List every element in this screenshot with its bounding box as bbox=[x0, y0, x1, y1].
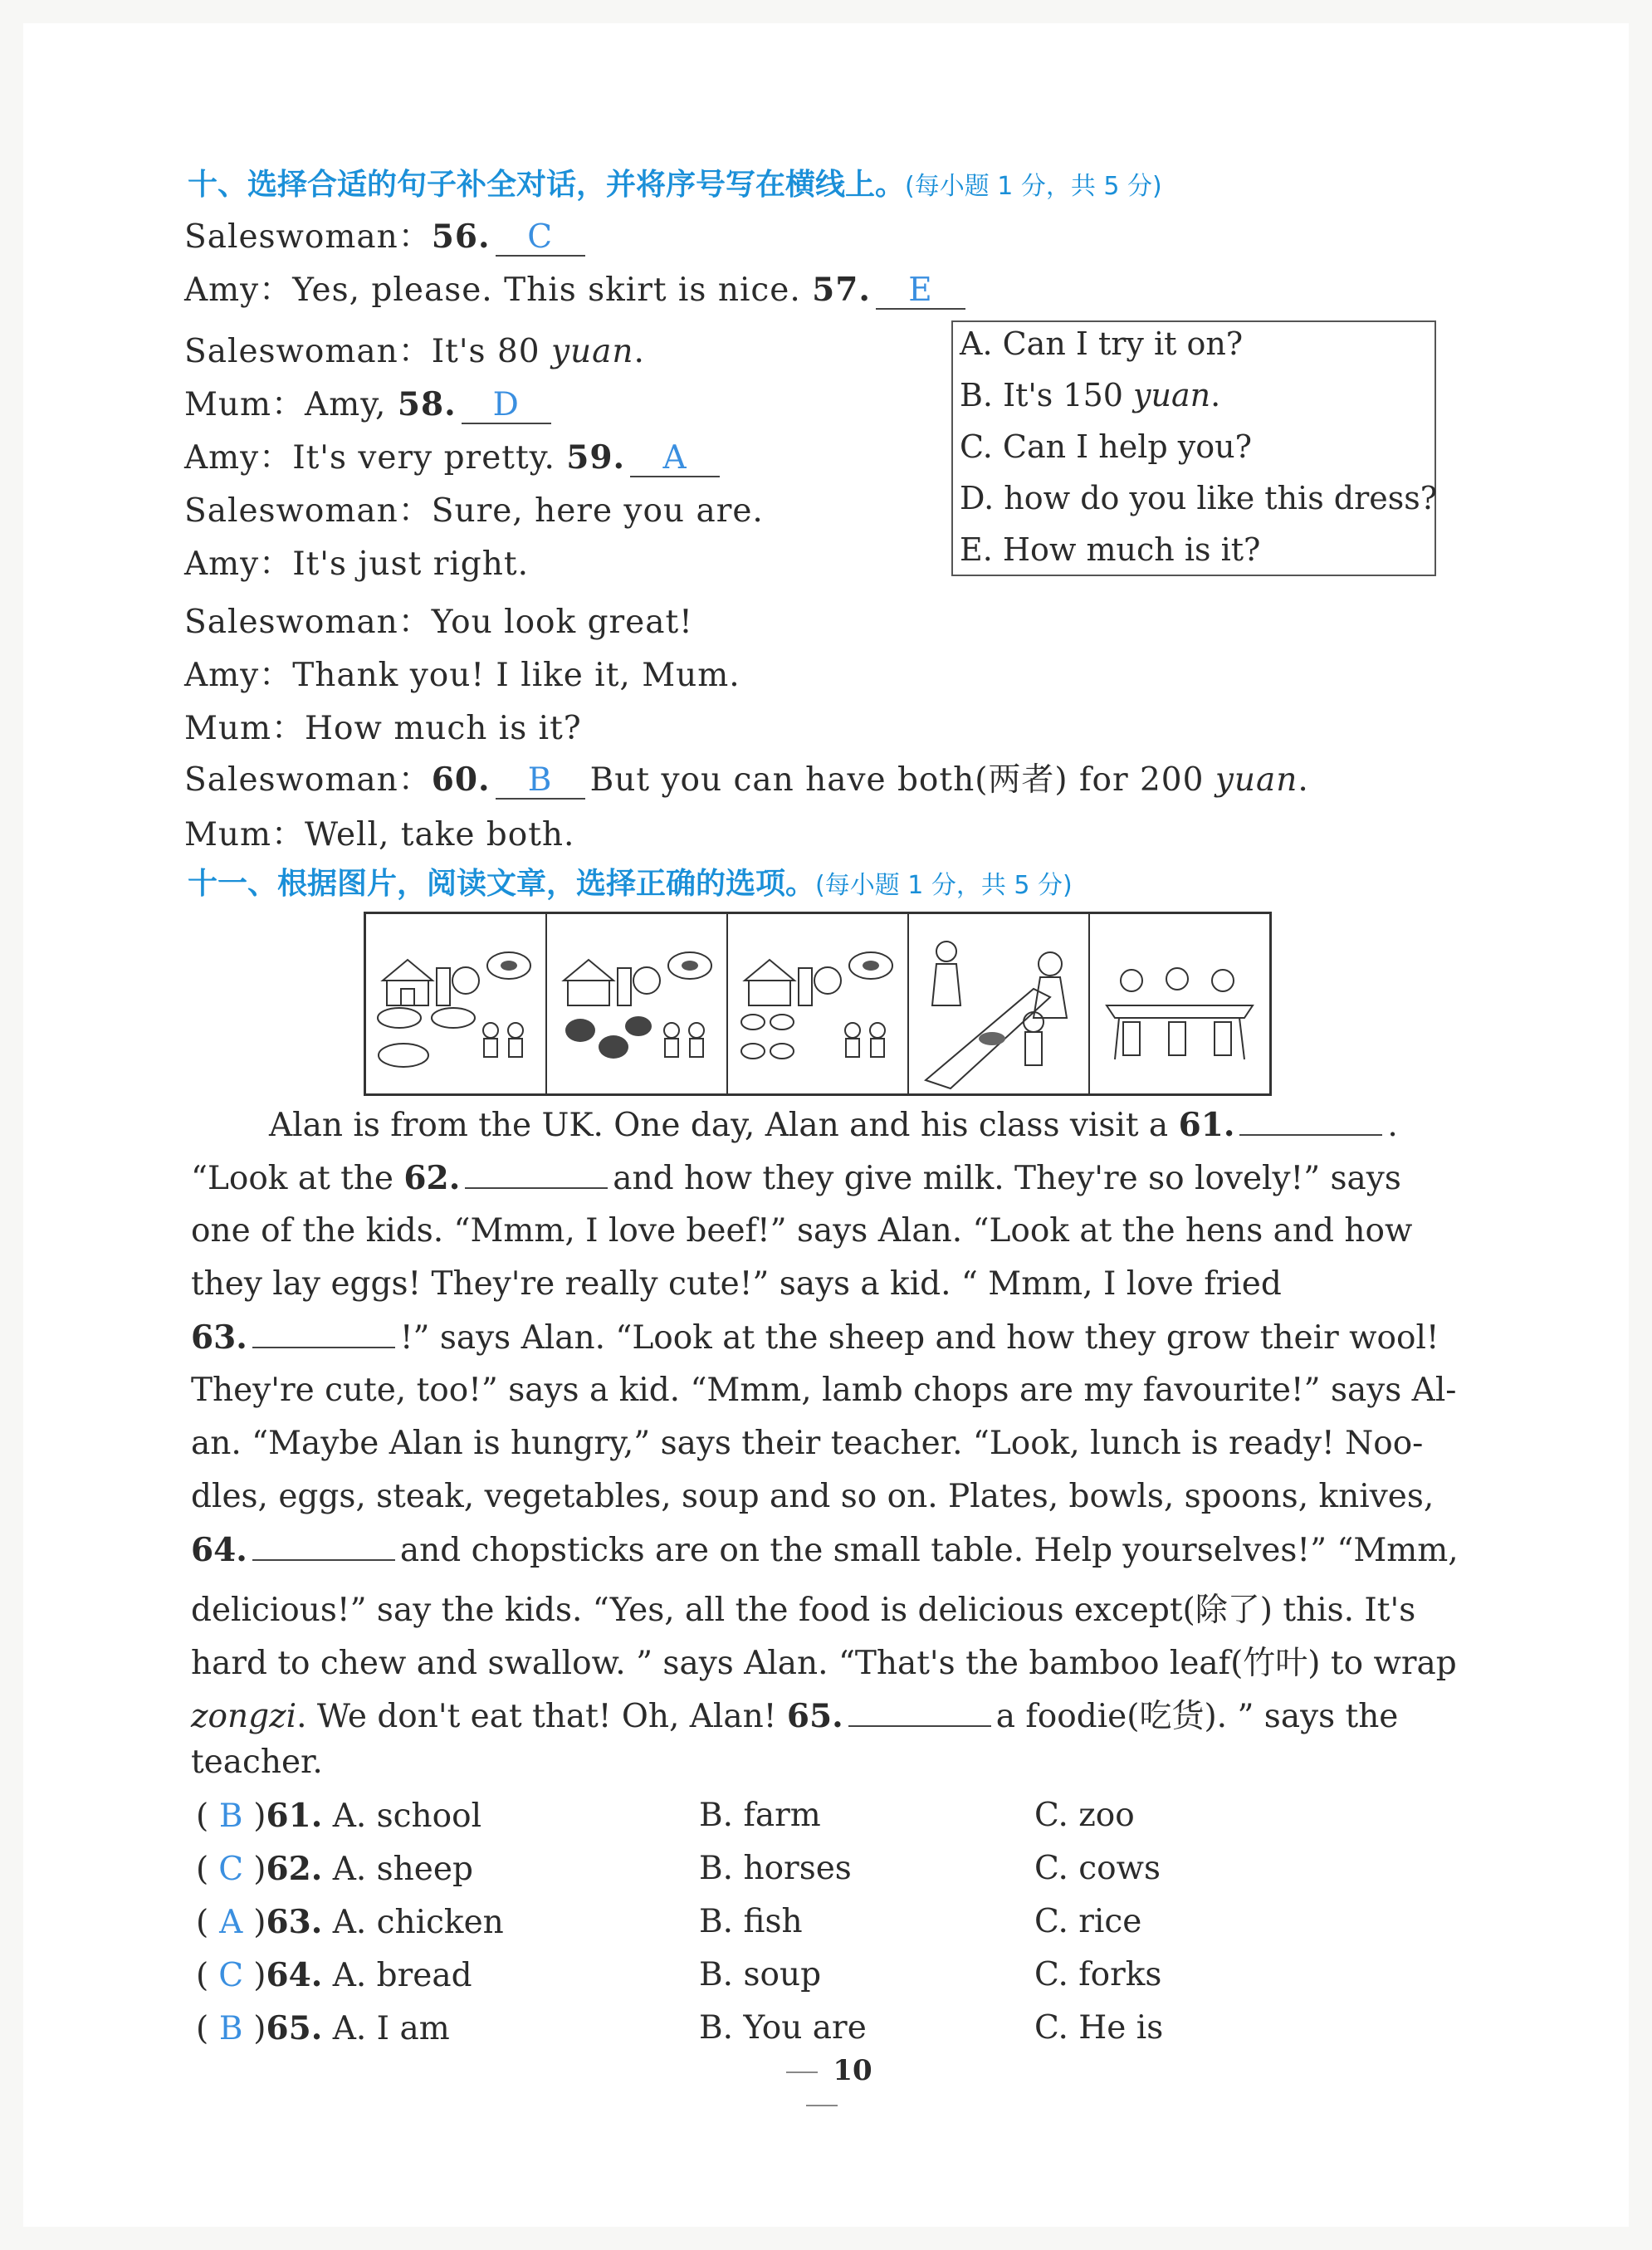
question-number: 59. bbox=[566, 438, 626, 477]
question-number: 64. bbox=[266, 1956, 323, 1994]
answer-slot[interactable]: C bbox=[218, 1851, 244, 1888]
speaker: Amy： bbox=[184, 439, 293, 477]
dialogue-text: Thank you! I like it, Mum. bbox=[292, 657, 740, 694]
page-number-dash bbox=[786, 2071, 818, 2073]
question-number: 58. bbox=[397, 385, 457, 423]
dialogue-line-11 bbox=[184, 754, 1309, 800]
option-b bbox=[960, 377, 1220, 413]
passage-line-10: delicious!” say the kids. “Yes, all the food is delicious except(除了) this. It's bbox=[191, 1592, 1416, 1629]
italic-word: yuan bbox=[1133, 377, 1211, 413]
choice-b-63: B. fish bbox=[699, 1903, 803, 1940]
answer-blank[interactable] bbox=[465, 1159, 608, 1189]
question-number: 62. bbox=[266, 1850, 323, 1888]
answer-blank[interactable]: D bbox=[462, 389, 551, 424]
question-paren: ( bbox=[196, 1957, 209, 1994]
punctuation: . bbox=[1210, 377, 1221, 413]
picture-sheep-farm bbox=[728, 914, 909, 1093]
dialogue-line-8 bbox=[184, 596, 693, 643]
kids-table-drawing bbox=[1090, 914, 1269, 1093]
speaker: Mum： bbox=[184, 710, 305, 747]
passage-line-13: teacher. bbox=[191, 1744, 323, 1781]
passage-line-5 bbox=[191, 1318, 1439, 1357]
question-paren: ) bbox=[253, 1851, 266, 1888]
passage-line-9 bbox=[191, 1531, 1459, 1569]
question-paren: ) bbox=[253, 2010, 266, 2047]
choice-a: A. bread bbox=[332, 1957, 472, 1994]
choice-a: A. school bbox=[332, 1798, 482, 1835]
dialogue-text: How much is it? bbox=[305, 710, 582, 747]
question-row-62 bbox=[196, 1850, 473, 1888]
passage-text: a foodie(吃货). ” says the bbox=[995, 1698, 1399, 1735]
choice-a: A. chicken bbox=[332, 1904, 504, 1941]
dialogue-text: It's very pretty. bbox=[292, 439, 555, 477]
dialogue-line-6 bbox=[184, 485, 764, 531]
passage-line-8: dles, eggs, steak, vegetables, soup and so on. Plates, bowls, spoons, knives, bbox=[191, 1478, 1435, 1515]
answer-slot[interactable]: A bbox=[219, 1904, 243, 1941]
speaker: Mum： bbox=[184, 816, 305, 854]
passage-line-12 bbox=[191, 1690, 1398, 1737]
section-10-title: 十、选择合适的句子补全对话，并将序号写在横线上。 bbox=[188, 168, 906, 202]
dialogue-text: Amy, bbox=[305, 386, 387, 423]
choice-b-61: B. farm bbox=[699, 1797, 821, 1834]
speaker: Amy： bbox=[184, 545, 293, 583]
page-number bbox=[747, 2054, 897, 2120]
italic-word: zongzi bbox=[191, 1698, 297, 1735]
question-number: 56. bbox=[431, 218, 491, 256]
passage-text: and chopsticks are on the small table. Help yourselves!” “Mmm, bbox=[399, 1532, 1459, 1569]
dialogue-text: But you can have both(两者) for 200 bbox=[589, 761, 1215, 799]
answer-blank[interactable]: E bbox=[876, 274, 965, 310]
passage-line-1 bbox=[269, 1106, 1398, 1144]
sheep-farm-drawing bbox=[728, 914, 907, 1093]
hens-farm-drawing bbox=[547, 914, 726, 1093]
choice-c-64: C. forks bbox=[1034, 1956, 1162, 1993]
choice-b-65: B. You are bbox=[699, 2009, 867, 2047]
answer-blank[interactable]: A bbox=[630, 442, 720, 477]
question-row-63 bbox=[196, 1903, 504, 1941]
passage-text: Alan is from the UK. One day, Alan and his class visit a bbox=[269, 1107, 1179, 1144]
picture-kids-table bbox=[1090, 914, 1269, 1093]
option-c: C. Can I help you? bbox=[960, 428, 1252, 465]
section-11-note: (每小题 1 分，共 5 分) bbox=[815, 871, 1073, 900]
question-paren: ) bbox=[253, 1798, 266, 1835]
dialogue-line-2 bbox=[184, 264, 970, 311]
passage-text: and how they give milk. They're so lovely!” says bbox=[613, 1160, 1401, 1197]
dialogue-line-3 bbox=[184, 325, 645, 372]
choice-c-62: C. cows bbox=[1034, 1850, 1161, 1887]
dialogue-line-7 bbox=[184, 538, 529, 585]
answer-blank[interactable] bbox=[252, 1531, 395, 1561]
passage-line-4: they lay eggs! They're really cute!” says a kid. “ Mmm, I love fried bbox=[191, 1265, 1282, 1303]
question-paren: ( bbox=[196, 1798, 209, 1835]
picture-strip bbox=[364, 912, 1272, 1096]
answer-blank[interactable] bbox=[848, 1697, 991, 1727]
answer-blank[interactable] bbox=[252, 1318, 395, 1348]
punctuation: . bbox=[633, 333, 645, 370]
dialogue-text: Well, take both. bbox=[305, 816, 575, 854]
speaker: Mum： bbox=[184, 386, 305, 423]
dialogue-text: Yes, please. This skirt is nice. bbox=[292, 271, 801, 309]
punctuation: . bbox=[1298, 761, 1309, 799]
section-10-note: (每小题 1 分，共 5 分) bbox=[905, 172, 1162, 201]
choice-c-65: C. He is bbox=[1034, 2009, 1164, 2047]
option-d: D. how do you like this dress? bbox=[960, 480, 1438, 516]
dialogue-line-1 bbox=[184, 211, 590, 257]
question-paren: ( bbox=[196, 1904, 209, 1941]
choice-b-64: B. soup bbox=[699, 1956, 822, 1993]
section-10-heading bbox=[188, 161, 1162, 203]
dialogue-line-10 bbox=[184, 702, 582, 749]
dialogue-line-12 bbox=[184, 809, 574, 855]
answer-blank[interactable]: C bbox=[496, 221, 585, 257]
speaker: Saleswoman： bbox=[184, 218, 432, 256]
question-paren: ( bbox=[196, 2010, 209, 2047]
speaker: Saleswoman： bbox=[184, 761, 432, 799]
section-11-title: 十一、根据图片，阅读文章，选择正确的选项。 bbox=[188, 867, 816, 901]
question-row-64 bbox=[196, 1956, 472, 1994]
dialogue-line-4 bbox=[184, 379, 556, 425]
choice-b-62: B. horses bbox=[699, 1850, 852, 1887]
dialogue-text: It's 80 bbox=[431, 333, 551, 370]
question-number: 61. bbox=[1178, 1106, 1235, 1144]
question-paren: ) bbox=[253, 1957, 266, 1994]
answer-slot[interactable]: B bbox=[218, 2010, 243, 2047]
question-number: 63. bbox=[266, 1903, 323, 1941]
speaker: Saleswoman： bbox=[184, 492, 432, 530]
option-a: A. Can I try it on? bbox=[960, 325, 1244, 362]
page-number-dash bbox=[806, 2105, 838, 2106]
dialogue-line-5 bbox=[184, 432, 725, 478]
question-number: 63. bbox=[191, 1318, 247, 1357]
passage-text: . bbox=[1387, 1107, 1398, 1144]
italic-word: yuan bbox=[1215, 761, 1298, 799]
picture-cows-farm bbox=[366, 914, 547, 1093]
speaker: Amy： bbox=[184, 271, 293, 309]
lunch-table-drawing bbox=[909, 914, 1088, 1093]
option-e: E. How much is it? bbox=[960, 531, 1261, 568]
question-number: 65. bbox=[266, 2009, 323, 2047]
speaker: Amy： bbox=[184, 657, 293, 694]
passage-text: !” says Alan. “Look at the sheep and how they grow their wool! bbox=[399, 1319, 1439, 1357]
passage-text: . We don't eat that! Oh, Alan! bbox=[296, 1698, 787, 1735]
question-paren: ( bbox=[196, 1851, 209, 1888]
speaker: Saleswoman： bbox=[184, 604, 432, 641]
choice-c-61: C. zoo bbox=[1034, 1797, 1135, 1834]
answer-blank[interactable]: B bbox=[496, 764, 585, 800]
speaker: Saleswoman： bbox=[184, 333, 432, 370]
question-number: 64. bbox=[191, 1531, 247, 1569]
option-b-text: B. It's 150 bbox=[960, 377, 1133, 413]
italic-word: yuan bbox=[550, 333, 634, 370]
passage-text: “Look at the bbox=[191, 1160, 404, 1197]
passage-line-6: They're cute, too!” says a kid. “Mmm, lamb chops are my favourite!” says Al- bbox=[191, 1372, 1457, 1409]
options-box bbox=[951, 320, 1436, 576]
choice-c-63: C. rice bbox=[1034, 1903, 1142, 1940]
answer-blank[interactable] bbox=[1239, 1106, 1382, 1136]
question-row-61 bbox=[196, 1797, 481, 1835]
cows-farm-drawing bbox=[366, 914, 545, 1093]
page-number-text: 10 bbox=[833, 2054, 872, 2087]
passage-line-11: hard to chew and swallow. ” says Alan. “That's the bamboo leaf(竹叶) to wrap bbox=[191, 1645, 1457, 1682]
dialogue-text: Sure, here you are. bbox=[431, 492, 764, 530]
question-number: 65. bbox=[786, 1697, 843, 1735]
question-number: 57. bbox=[812, 271, 871, 309]
question-paren: ) bbox=[253, 1904, 266, 1941]
question-number: 60. bbox=[431, 761, 491, 799]
dialogue-text: You look great! bbox=[431, 604, 693, 641]
answer-slot[interactable]: C bbox=[218, 1957, 244, 1994]
question-number: 61. bbox=[266, 1797, 323, 1835]
question-number: 62. bbox=[403, 1159, 461, 1197]
passage-line-7: an. “Maybe Alan is hungry,” says their teacher. “Look, lunch is ready! Noo- bbox=[191, 1425, 1424, 1462]
choice-a: A. I am bbox=[332, 2010, 450, 2047]
passage-line-2 bbox=[191, 1159, 1401, 1197]
choice-a: A. sheep bbox=[332, 1851, 473, 1888]
answer-slot[interactable]: B bbox=[218, 1798, 243, 1835]
picture-lunch-table bbox=[909, 914, 1090, 1093]
dialogue-text: It's just right. bbox=[292, 545, 529, 583]
picture-hens-farm bbox=[547, 914, 728, 1093]
dialogue-line-9 bbox=[184, 649, 740, 696]
question-row-65 bbox=[196, 2009, 450, 2047]
section-11-heading bbox=[188, 860, 1073, 902]
passage-line-3: one of the kids. “Mmm, I love beef!” says Alan. “Look at the hens and how bbox=[191, 1212, 1413, 1250]
